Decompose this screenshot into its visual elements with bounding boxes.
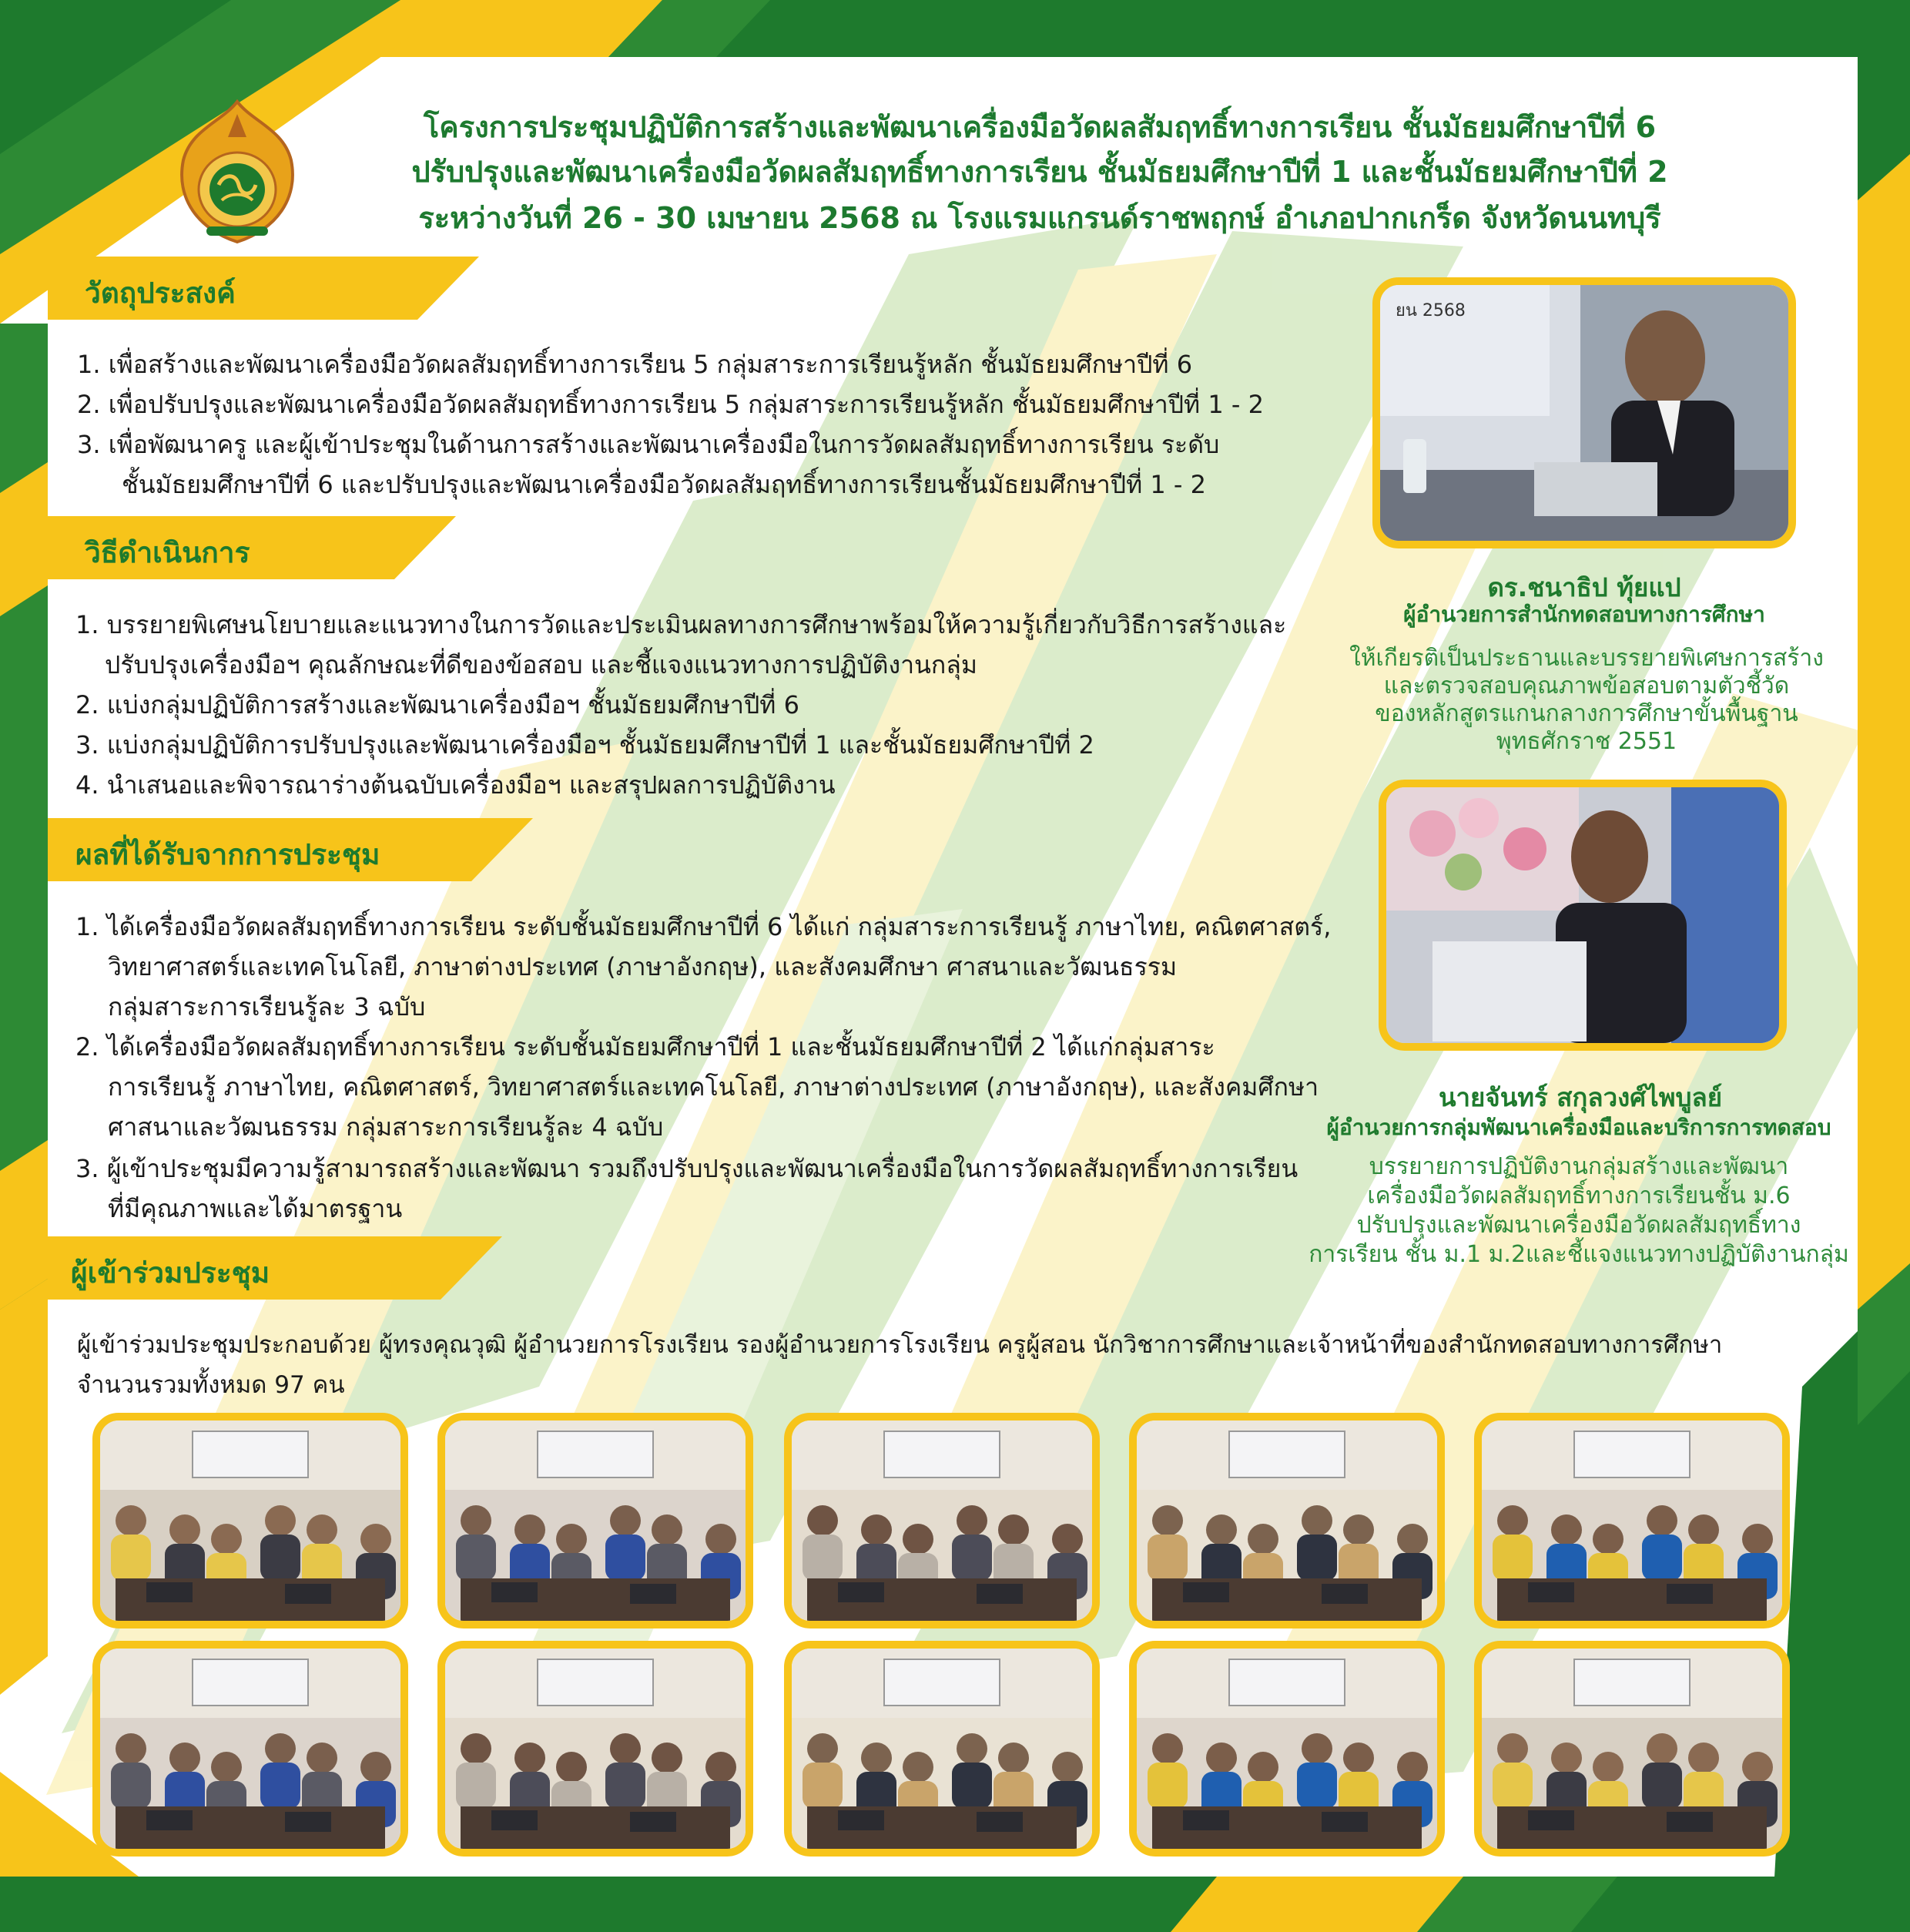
gallery-photo-10	[1474, 1641, 1790, 1857]
section-banner-participants	[48, 1236, 502, 1300]
gallery-photo-2	[437, 1413, 753, 1628]
page-title-line-3: ระหว่างวันที่ 26 - 30 เมษายน 2568 ณ โรงแรมแกรนด์ราชพฤกษ์ อำเภอปากเกร็ด จังหวัดนนทบุรี	[418, 201, 1661, 235]
gallery-photo-4	[1129, 1413, 1445, 1628]
method-item-4: 4. นำเสนอและพิจารณาร่างต้นฉบับเครื่องมือฯ และสรุปผลการปฏิบัติงาน	[75, 770, 836, 800]
section-title-results: ผลที่ได้รับจากการประชุม	[75, 838, 380, 871]
speaker-1-desc-1: ให้เกียรติเป็นประธานและบรรยายพิเศษการสร้าง	[1349, 645, 1824, 672]
result-item-2-cont-a: การเรียนรู้ ภาษาไทย, คณิตศาสตร์, วิทยาศาสตร์และเทคโนโลยี, ภาษาต่างประเทศ (ภาษาอังกฤษ), และสังคมศึกษา	[108, 1072, 1319, 1102]
result-item-1-cont-b: กลุ่มสาระการเรียนรู้ละ 3 ฉบับ	[108, 992, 426, 1021]
gallery-photo-6	[92, 1641, 408, 1857]
page-title-line-2: ปรับปรุงและพัฒนาเครื่องมือวัดผลสัมฤทธิ์ทางการเรียน ชั้นมัธยมศึกษาปีที่ 1 และชั้นมัธยมศึกษาปีที่ 2	[411, 155, 1668, 189]
method-item-1: 1. บรรยายพิเศษนโยบายและแนวทางในการวัดและประเมินผลทางการศึกษาพร้อมให้ความรู้เกี่ยวกับวิธีการสร้างและ	[75, 610, 1287, 639]
method-item-1-cont: ปรับปรุงเครื่องมือฯ คุณลักษณะที่ดีของข้อสอบ และชี้แจงแนวทางการปฏิบัติงานกลุ่ม	[105, 650, 977, 679]
result-item-1: 1. ได้เครื่องมือวัดผลสัมฤทธิ์ทางการเรียน ระดับชั้นมัธยมศึกษาปีที่ 6 ได้แก่ กลุ่มสาระการเรียนรู้ ภาษาไทย, คณิตศาสตร์,	[75, 912, 1332, 941]
result-item-3: 3. ผู้เข้าประชุมมีความรู้สามารถสร้างและพัฒนา รวมถึงปรับปรุงและพัฒนาเครื่องมือในการวัดผลสัมฤทธิ์ทางการเรียน	[75, 1154, 1298, 1183]
speaker-2-role: ผู้อำนวยการกลุ่มพัฒนาเครื่องมือและบริการการทดสอบ	[1326, 1115, 1831, 1140]
gallery-photo-7	[437, 1641, 753, 1857]
section-title-methods: วิธีดำเนินการ	[85, 536, 250, 569]
section-banner-methods	[48, 516, 456, 579]
group-meeting-photo-icon	[1482, 1649, 1782, 1849]
objective-item-1: 1. เพื่อสร้างและพัฒนาเครื่องมือวัดผลสัมฤทธิ์ทางการเรียน 5 กลุ่มสาระการเรียนรู้หลัก ชั้นมัธยมศึกษาปีที่ 6	[77, 350, 1193, 379]
speaker-2-desc-1: บรรยายการปฏิบัติงานกลุ่มสร้างและพัฒนา	[1369, 1153, 1789, 1180]
group-meeting-photo-icon	[1137, 1649, 1437, 1849]
participants-text: ผู้เข้าร่วมประชุมประกอบด้วย ผู้ทรงคุณวุฒิ ผู้อำนวยการโรงเรียน รองผู้อำนวยการโรงเรียน ครูผู้สอน นักวิชาการศึกษาและเจ้าหน้าที่ของสำนักทดสอบทางการศึกษา	[77, 1331, 1723, 1359]
group-meeting-photo-icon	[445, 1420, 746, 1621]
speaker-1-desc-3: ของหลักสูตรแกนกลางการศึกษาขั้นพื้นฐาน	[1375, 700, 1798, 727]
participants-count: จำนวนรวมทั้งหมด 97 คน	[77, 1371, 345, 1399]
section-banner-results	[48, 818, 533, 881]
gallery-photo-5	[1474, 1413, 1790, 1628]
speaker-1-name: ดร.ชนาธิป ทุ้ยแป	[1487, 572, 1681, 602]
speaker-1-screen-text: ยน 2568	[1396, 301, 1466, 320]
speaker-1-photo	[1372, 277, 1796, 548]
objective-item-3-cont: ชั้นมัธยมศึกษาปีที่ 6 และปรับปรุงและพัฒนาเครื่องมือวัดผลสัมฤทธิ์ทางการเรียนชั้นมัธยมศึกษาปีที่ 1 - 2	[122, 470, 1206, 499]
method-item-3: 3. แบ่งกลุ่มปฏิบัติการปรับปรุงและพัฒนาเครื่องมือฯ ชั้นมัธยมศึกษาปีที่ 1 และชั้นมัธยมศึกษาปีที่ 2	[75, 730, 1094, 760]
group-meeting-photo-icon	[100, 1649, 400, 1849]
section-title-objectives: วัตถุประสงค์	[85, 277, 236, 310]
page-title-line-1: โครงการประชุมปฏิบัติการสร้างและพัฒนาเครื่องมือวัดผลสัมฤทธิ์ทางการเรียน ชั้นมัธยมศึกษาปีที่ 6	[423, 110, 1657, 144]
speaker-2-name: นายจันทร์ สกุลวงศ์ไพบูลย์	[1438, 1082, 1723, 1112]
gallery-photo-1	[92, 1413, 408, 1628]
speaker-2-desc-4: การเรียน ชั้น ม.1 ม.2และชี้แจงแนวทางปฏิบัติงานกลุ่ม	[1309, 1241, 1849, 1268]
gallery-photo-8	[784, 1641, 1100, 1857]
group-meeting-photo-icon	[1482, 1420, 1782, 1621]
speaker-2-photo	[1379, 780, 1787, 1051]
speaker-2-desc-3: ปรับปรุงและพัฒนาเครื่องมือวัดผลสัมฤทธิ์ทาง	[1356, 1212, 1801, 1239]
speaker-1-role: ผู้อำนวยการสำนักทดสอบทางการศึกษา	[1403, 602, 1765, 627]
group-meeting-photo-icon	[792, 1420, 1092, 1621]
result-item-1-cont-a: วิทยาศาสตร์และเทคโนโลยี, ภาษาต่างประเทศ (ภาษาอังกฤษ), และสังคมศึกษา ศาสนาและวัฒนธรรม	[108, 952, 1178, 981]
section-banner-objectives	[48, 257, 479, 320]
speaker-2-desc-2: เครื่องมือวัดผลสัมฤทธิ์ทางการเรียนชั้น ม.6	[1367, 1182, 1791, 1209]
result-item-2: 2. ได้เครื่องมือวัดผลสัมฤทธิ์ทางการเรียน ระดับชั้นมัธยมศึกษาปีที่ 1 และชั้นมัธยมศึกษาปีที่ 2 ได้แก่กลุ่มสาระ	[75, 1032, 1215, 1062]
result-item-3-cont: ที่มีคุณภาพและได้มาตรฐาน	[108, 1194, 403, 1223]
ministry-of-education-emblem-icon	[176, 99, 299, 245]
objective-item-3: 3. เพื่อพัฒนาครู และผู้เข้าประชุมในด้านการสร้างและพัฒนาเครื่องมือในการวัดผลสัมฤทธิ์ทางการเรียน ระดับ	[77, 430, 1220, 459]
result-item-2-cont-b: ศาสนาและวัฒนธรรม กลุ่มสาระการเรียนรู้ละ 4 ฉบับ	[108, 1112, 664, 1142]
group-meeting-photo-icon	[445, 1649, 746, 1849]
section-title-participants: ผู้เข้าร่วมประชุม	[71, 1256, 270, 1290]
gallery-photo-3	[784, 1413, 1100, 1628]
speaker-1-desc-4: พุทธศักราช 2551	[1496, 728, 1677, 755]
group-meeting-photo-icon	[1137, 1420, 1437, 1621]
speaker-1-desc-2: และตรวจสอบคุณภาพข้อสอบตามตัวชี้วัด	[1383, 673, 1790, 699]
objective-item-2: 2. เพื่อปรับปรุงและพัฒนาเครื่องมือวัดผลสัมฤทธิ์ทางการเรียน 5 กลุ่มสาระการเรียนรู้หลัก ชั้นมัธยมศึกษาปีที่ 1 - 2	[77, 390, 1264, 419]
ministry-logo	[176, 99, 299, 245]
group-meeting-photo-icon	[100, 1420, 400, 1621]
method-item-2: 2. แบ่งกลุ่มปฏิบัติการสร้างและพัฒนาเครื่องมือฯ ชั้นมัธยมศึกษาปีที่ 6	[75, 690, 799, 719]
group-meeting-photo-icon	[792, 1649, 1092, 1849]
gallery-photo-9	[1129, 1641, 1445, 1857]
